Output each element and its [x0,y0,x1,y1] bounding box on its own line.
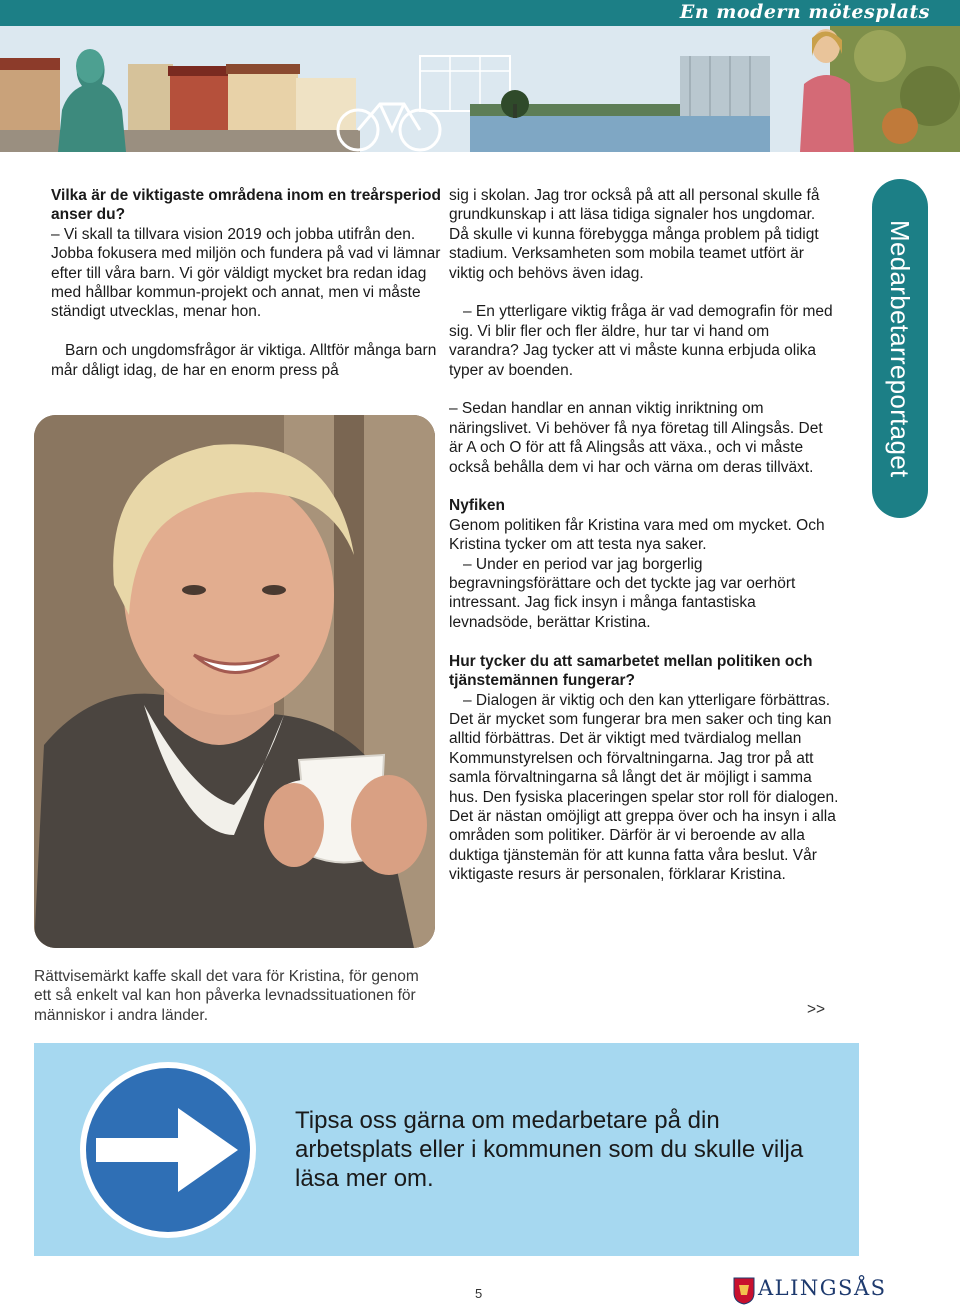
section-heading: Nyfiken [449,497,505,515]
coat-of-arms-icon [733,1277,755,1305]
body-paragraph: Genom politiken får Kristina vara med om mycket. Och Kristina tycker om att testa nya saker. [449,516,825,554]
body-paragraph: sig i skolan. Jag tror också på att all personal skulle få grundkunskap i att läsa tidiga signaler hos ungdomar. Då skulle vi kunna förebygga många problem på tidigt stadium. Verksamheten som mobila teamet utfört är viktig och behövs även idag. [449,187,820,282]
header-banner [0,26,960,152]
arrow-right-sign-icon [78,1060,258,1240]
body-paragraph: Barn och ungdomsfrågor är viktiga. Alltför många barn mår dåligt idag, de har en enorm press på [51,342,437,379]
portrait-photo [34,415,435,948]
header-bar [0,0,960,26]
side-tab-label: Medarbetarreportaget [885,219,915,478]
section-heading: Vilka är de viktigaste områdena inom en treårsperiod anser du? [51,187,441,224]
section-heading: Hur tycker du att samarbetet mellan politiken och tjänstemännen fungerar? [449,652,813,690]
header-title: En modern mötesplats [679,1,930,23]
body-paragraph: – Sedan handlar en annan viktig inriktning om näringslivet. Vi behöver få nya företag till Alingsås. Det är A och O för att få Alingsås att växa., och vi måste också behålla dem vi har och värna om deras tillväxt. [449,400,823,476]
cta-text: Tipsa oss gärna om medarbetare på din arbetsplats eller i kommunen som du skulle vilja läsa mer om. [295,1107,804,1192]
continue-arrows: >> [807,1001,826,1018]
article-right-column [449,186,839,885]
photo-caption: Rättvisemärkt kaffe skall det vara för Kristina, för genom ett så enkelt val kan hon påverka levnadssituationen för människor i andra länder. [34,968,419,1024]
body-paragraph: – Dialogen är viktig och den kan ytterligare förbättras. Det är mycket som fungerar bra men saker och ting kan alltid förbättras. Det är viktigt med tvärdialog mellan Kommunstyrelsen och förvaltningarna. Jag tror på att samla förvaltningarna så långt det är möjligt i samma hus. Den fysiska placeringen spelar stor roll för dialogen. Det är nästan omöjligt att greppa över och ha insyn i alla områden som politiker. Därför är vi beroende av alla duktiga tjänstemän för att kunna fatta våra beslut. Vår viktigaste resurs är personalen, förklarar Kristina. [449,691,839,884]
body-paragraph: – En ytterligare viktig fråga är vad demografin för med sig. Vi blir fler och fler äldre, hur tar vi hand om varandra? Jag tycker att vi måste kunna erbjuda olika typer av boenden. [449,303,833,379]
article-left-column [51,186,441,380]
page-number: 5 [475,1286,483,1301]
body-paragraph: – Vi skall ta tillvara vision 2019 och jobba utifrån den. Jobba fokusera med miljön och fundera på vad vi lämnar efter till våra barn. Vi gör väldigt mycket bra redan idag med hållbar kommun-projekt och annat, men vi måste ständigt utvecklas, menar hon. [51,225,441,321]
portrait-photo-image [34,415,435,948]
body-paragraph: – Under en period var jag borgerlig begravningsförättare och det tyckte jag var oerhört intressant. Jag fick insyn i många fantastiska levnadsöde, berättar Kristina. [449,555,796,631]
logo-text: ALINGSÅS [758,1276,887,1300]
banner-collage-image [0,26,960,152]
alingsas-logo [733,1276,887,1306]
side-section-tab [872,179,928,518]
